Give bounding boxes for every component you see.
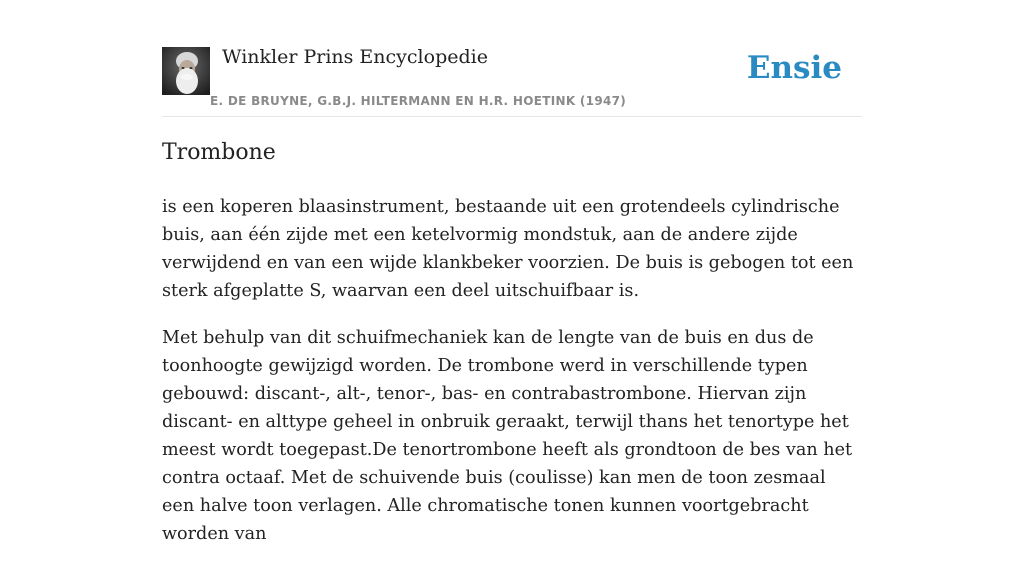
- article-paragraph: Met behulp van dit schuifmechaniek kan de lengte van de buis en dus de toonhoogte gewijzigd worden. De trombone werd in verschillende typen gebouwd: discant-, alt-, tenor-, bas- en contrabastrombone. Hiervan zijn discant- en alttype geheel in onbruik geraakt, terwijl thans het tenortype het meest wordt toegepast.De tenortrombone heeft als grondtoon de bes van het contra octaaf. Met de schuivende buis (coulisse) kan men de toon zesmaal een halve toon verlagen. Alle chromatische tonen kunnen voortgebracht worden van: [162, 328, 853, 544]
- publication-authors: E. DE BRUYNE, G.B.J. HILTERMANN EN H.R. HOETINK (1947): [210, 94, 627, 108]
- article-paragraph: is een koperen blaasinstrument, bestaande uit een grotendeels cylindrische buis, aan één zijde met een ketelvormig mondstuk, aan de andere zijde verwijdend en van een wijde klankbeker voorzien. De buis is gebogen tot een sterk afgeplatte S, waarvan een deel uitschuifbaar is.: [162, 197, 854, 301]
- brand-logo[interactable]: Ensie: [746, 50, 842, 86]
- author-avatar[interactable]: [162, 47, 210, 95]
- publication-title[interactable]: Winkler Prins Encyclopedie: [222, 46, 488, 68]
- article-body: [162, 193, 862, 567]
- author-portrait-icon: [162, 47, 210, 95]
- publication-header: [162, 44, 862, 117]
- article-title: Trombone: [162, 140, 276, 165]
